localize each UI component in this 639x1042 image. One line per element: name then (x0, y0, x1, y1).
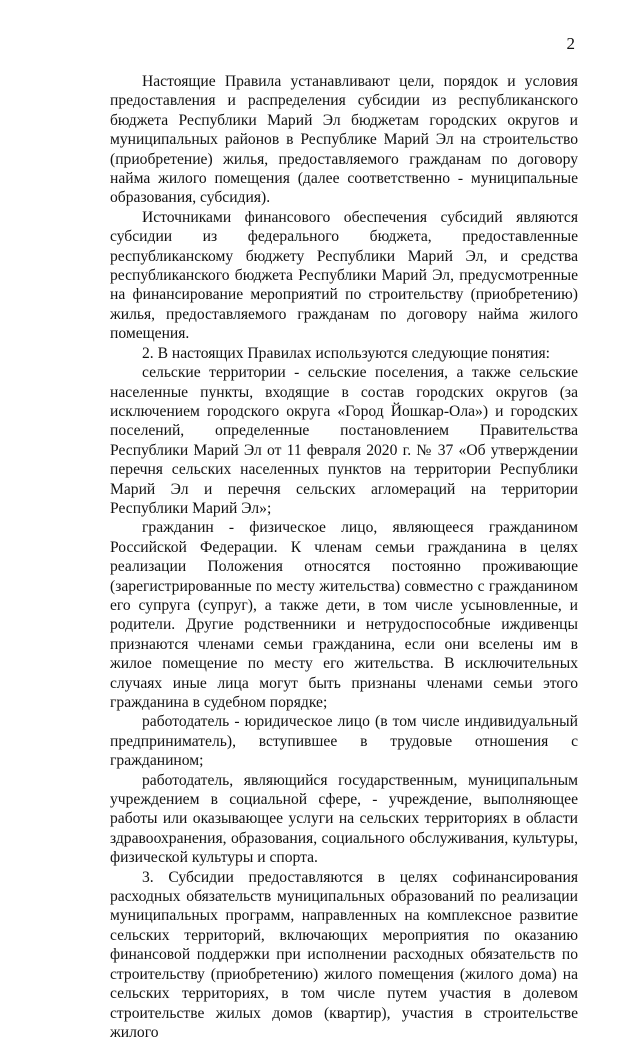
paragraph-definitions-intro: 2. В настоящих Правилах используются следующие понятия: (142, 344, 550, 362)
page-number: 2 (566, 34, 575, 53)
paragraph-definition-employer: работодатель - юридическое лицо (в том числе индивидуальный предприниматель), вступившее в трудовые отношения с гражданином; (110, 713, 578, 770)
document-body (110, 72, 578, 1042)
paragraph-definition-public-employer: работодатель, являющийся государственным, муниципальным учреждением в социальной сфере, - учреждение, выполняющее работы или оказывающее услуги на сельских территориях в области здравоохранения, образования, социального обслуживания, культуры, физической культуры и спорта. (110, 771, 578, 867)
paragraph-subsidy-goals: 3. Субсидии предоставляются в целях софинансирования расходных обязательств муниципальных образований по реализации муниципальных программ, направленных на комплексное развитие сельских территорий, включающих мероприятия по оказанию финансовой поддержки при исполнении расходных обязательств по строительству (приобретению) жилого помещения (жилого дома) на сельских территориях, в том числе путем участия в долевом строительстве жилых домов (квартир), участия в строительстве жилого (110, 868, 578, 1041)
paragraph-definition-rural-territories: сельские территории - сельские поселения, а также сельские населенные пункты, входящие в состав городских округов (за исключением городского округа «Город Йошкар-Ола») и городских поселений, определенные постановлением Правительства Республики Марий Эл от 11 февраля 2020 г. № 37 «Об утверждении перечня сельских населенных пунктов на территории Республики Марий Эл и перечня сельских агломераций на территории Республики Марий Эл»; (110, 364, 578, 517)
paragraph-funding-sources: Источниками финансового обеспечения субсидий являются субсидии из федерального бюджета, предоставленные республиканскому бюджету Республики Марий Эл, и средства республиканского бюджета Республики Марий Эл, предусмотренные на финансирование мероприятий по строительству (приобретению) жилья, предоставляемого гражданам по договору найма жилого помещения. (110, 208, 578, 343)
paragraph-definition-citizen: гражданин - физическое лицо, являющееся гражданином Российской Федерации. К членам семьи гражданина в целях реализации Положения относятся постоянно проживающие (зарегистрированные по месту жительства) совместно с гражданином его супруга (супруг), а также дети, в том числе усыновленные, и родители. Другие родственники и нетрудоспособные иждивенцы признаются членами семьи гражданина, если они вселены им в жилое помещение по месту его жительства. В исключительных случаях иные лица могут быть признаны членами семьи этого гражданина в судебном порядке; (110, 519, 578, 711)
paragraph-purpose: Настоящие Правила устанавливают цели, порядок и условия предоставления и распределения субсидии из республиканского бюджета Республики Марий Эл бюджетам городских округов и муниципальных районов в Республике Марий Эл на строительство (приобретение) жилья, предоставляемого гражданам по договору найма жилого помещения (далее соответственно - муниципальные образования, субсидия). (110, 73, 578, 207)
